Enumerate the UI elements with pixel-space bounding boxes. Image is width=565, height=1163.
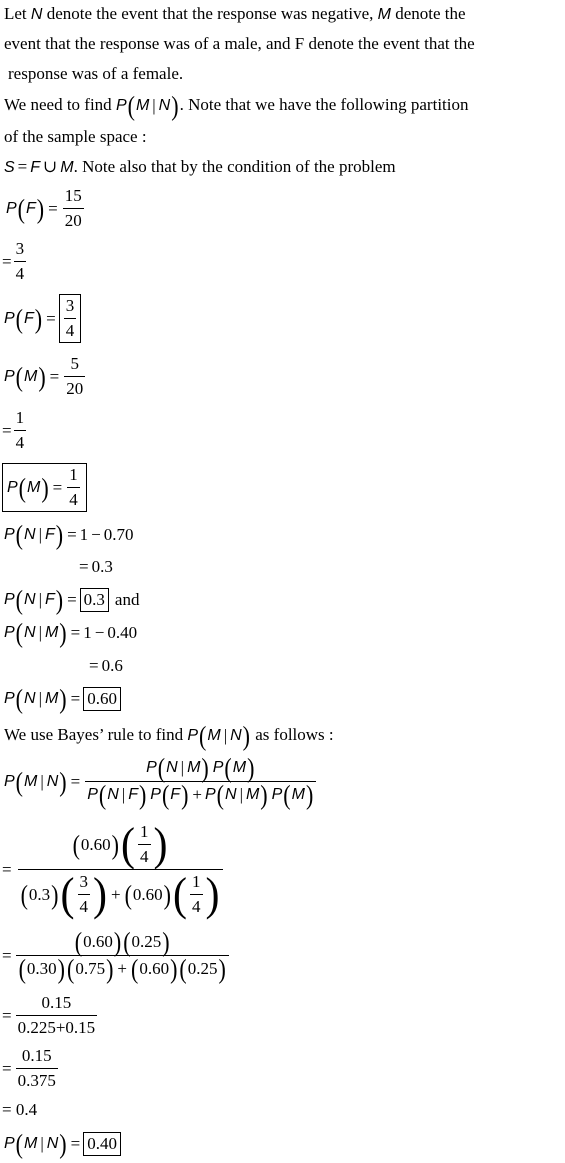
sym-eq: =	[70, 623, 81, 642]
text: as follows :	[251, 725, 334, 744]
sym-F: F	[44, 591, 55, 608]
target-expr	[115, 89, 180, 122]
sym-plus: +	[111, 884, 121, 904]
sym-minus: −	[91, 525, 101, 544]
paren: (	[224, 751, 232, 783]
numerator	[144, 751, 257, 783]
pm-equation	[4, 354, 87, 399]
sym-P: P	[4, 367, 15, 385]
numerator: 1	[140, 822, 149, 841]
fraction	[78, 872, 91, 917]
paren: (	[157, 751, 166, 783]
paren: )	[247, 751, 255, 783]
value-one: 1	[79, 525, 89, 544]
sym-P: P	[4, 690, 15, 707]
sym-F: F	[24, 309, 34, 327]
paren: (	[121, 819, 135, 870]
answer-box: 0.60	[83, 687, 121, 711]
paren: )	[205, 869, 220, 920]
bayes-step-5: = 0.4	[2, 1100, 38, 1119]
paren: )	[171, 89, 179, 122]
sym-N: N	[46, 1135, 59, 1152]
sym-minus: −	[94, 623, 105, 642]
fraction	[64, 354, 85, 399]
var-M: M	[377, 6, 391, 23]
value-one: 1	[83, 623, 92, 642]
denominator: 4	[138, 844, 151, 867]
text-and: and	[114, 590, 140, 609]
sym-P: P	[4, 591, 15, 608]
sym-eq: =	[70, 689, 81, 708]
paren: )	[305, 778, 314, 810]
sym-bar: |	[152, 96, 156, 116]
text: denote the	[390, 4, 466, 23]
sym-eq: =	[46, 308, 56, 328]
sym-N: N	[166, 759, 178, 776]
paren: (	[15, 583, 23, 615]
pnm-step	[86, 656, 123, 676]
paren: )	[153, 819, 168, 870]
value: 0.30	[26, 959, 57, 978]
paren: )	[59, 765, 67, 797]
sym-P: P	[4, 309, 15, 327]
sym-eq: =	[67, 590, 77, 609]
sym-P: P	[212, 759, 224, 776]
sym-P: P	[6, 199, 17, 217]
bayes-step-4	[2, 1046, 60, 1091]
denominator: 20	[63, 208, 84, 231]
paren: (	[20, 878, 28, 910]
fraction	[14, 408, 27, 453]
pm-result	[2, 463, 87, 512]
denominator: 4	[190, 894, 203, 917]
intro-line-5: of the sample space :	[4, 127, 147, 146]
paren: (	[199, 719, 207, 752]
paren: (	[131, 952, 139, 984]
paren: (	[173, 869, 187, 920]
paren: )	[51, 878, 59, 910]
numerator	[72, 925, 173, 957]
value: 0.60	[139, 959, 170, 978]
sym-eq: =	[67, 525, 77, 544]
numerator	[70, 819, 171, 870]
value: 0.60	[80, 834, 111, 854]
paren: )	[218, 952, 226, 984]
sym-F: F	[30, 159, 41, 176]
sym-M: M	[245, 786, 260, 803]
paren: (	[15, 360, 23, 392]
numerator: 0.15	[41, 993, 72, 1012]
sym-P: P	[271, 786, 283, 803]
sym-plus: +	[117, 959, 127, 978]
intro-line-1	[4, 4, 466, 25]
sym-bar: |	[121, 785, 126, 804]
paren: )	[181, 778, 189, 810]
sym-N: N	[24, 526, 36, 543]
bayes-step-3	[2, 993, 99, 1038]
paren: )	[111, 828, 119, 860]
paren: )	[36, 192, 45, 224]
paren: (	[15, 765, 23, 797]
sym-eq: =	[89, 656, 99, 675]
bayes-fraction	[85, 751, 316, 810]
fraction	[14, 239, 27, 284]
paren: (	[283, 778, 291, 810]
sym-F: F	[26, 199, 36, 217]
sym-bar: |	[38, 525, 42, 544]
bayes-formula	[4, 751, 318, 810]
sym-eq: =	[70, 1134, 81, 1153]
pf-equation	[6, 186, 86, 231]
sym-bar: |	[239, 785, 243, 804]
var-N: N	[30, 6, 43, 23]
sym-eq: =	[2, 251, 12, 271]
paren: (	[123, 925, 131, 957]
paren: (	[15, 616, 23, 648]
paren: )	[138, 778, 147, 810]
text: We use Bayes’ rule to find	[4, 725, 188, 744]
paren: )	[34, 302, 43, 334]
sym-eq: =	[17, 157, 28, 176]
intro-line-3: response was of a female.	[8, 64, 184, 83]
intro-line-6	[4, 157, 396, 178]
sym-eq: =	[49, 366, 60, 386]
sym-M: M	[24, 772, 38, 790]
sym-bar: |	[40, 1134, 44, 1153]
sym-M: M	[60, 159, 74, 176]
sym-eq: =	[2, 1005, 12, 1025]
paren: )	[260, 778, 268, 810]
fraction	[64, 296, 77, 341]
text: . Note also that by the condition of the problem	[73, 157, 396, 176]
text: Let	[4, 4, 31, 23]
pm-simplified	[2, 408, 28, 453]
sym-eq: =	[2, 945, 12, 965]
target-expr	[187, 719, 251, 752]
sym-N: N	[158, 97, 171, 115]
sym-M: M	[24, 1135, 38, 1152]
paren: )	[59, 616, 67, 648]
sym-S: S	[4, 159, 15, 176]
answer-box	[2, 463, 87, 512]
paren: (	[15, 1127, 23, 1159]
sym-P: P	[4, 624, 15, 641]
numerator: 3	[15, 239, 25, 258]
sym-P: P	[4, 1135, 15, 1152]
paren: (	[17, 192, 25, 224]
sym-bar: |	[223, 726, 228, 746]
sym-F: F	[128, 786, 138, 803]
numerator: 1	[192, 872, 201, 891]
sym-eq: =	[70, 771, 81, 791]
numerator: 1	[69, 465, 78, 484]
sym-M: M	[27, 478, 41, 496]
sym-P: P	[87, 786, 98, 803]
value: 0.60	[83, 932, 113, 951]
sym-eq: =	[48, 198, 58, 218]
text: We need to find	[4, 95, 116, 114]
paren: )	[93, 869, 107, 920]
sym-N: N	[230, 727, 242, 745]
paren: (	[124, 878, 132, 910]
sym-F: F	[170, 786, 181, 803]
answer-box: 0.40	[83, 1132, 121, 1156]
paren: )	[55, 583, 64, 615]
pnm-equation	[4, 616, 138, 648]
fraction	[16, 925, 229, 984]
sym-N: N	[24, 624, 36, 641]
value: 0.60	[132, 884, 163, 904]
answer-box: 0.3	[80, 588, 109, 612]
value: 0.25	[187, 959, 218, 978]
sym-M: M	[24, 367, 38, 385]
sym-N: N	[24, 591, 36, 608]
denominator	[16, 952, 229, 984]
pf-result	[4, 294, 81, 343]
value-rate: 0.70	[103, 525, 134, 544]
sym-bar: |	[40, 771, 44, 791]
sym-M: M	[232, 759, 247, 776]
sym-eq: =	[79, 557, 89, 576]
fraction	[63, 186, 84, 231]
denominator: 4	[64, 318, 77, 341]
paren: (	[15, 518, 23, 550]
paren: (	[18, 952, 26, 984]
bayes-step-1	[2, 819, 225, 920]
sym-bar: |	[38, 623, 42, 642]
value: 0.6	[101, 656, 123, 675]
fraction	[16, 993, 98, 1038]
paren: )	[162, 925, 170, 957]
numerator: 3	[65, 296, 75, 315]
paren: (	[161, 778, 170, 810]
sym-bar: |	[38, 689, 42, 708]
denominator	[18, 869, 223, 920]
paren: (	[179, 952, 187, 984]
sym-M: M	[207, 727, 221, 745]
value: 0.25	[131, 932, 162, 951]
paren: )	[38, 360, 46, 392]
sym-N: N	[24, 690, 36, 707]
text: . Note that we have the following partition	[179, 95, 469, 114]
sym-P: P	[146, 759, 157, 776]
sym-M: M	[44, 624, 59, 641]
numerator: 0.15	[21, 1046, 52, 1065]
sym-M: M	[44, 690, 59, 707]
bayes-step-2	[2, 925, 231, 984]
sym-P: P	[7, 478, 18, 496]
paren: (	[74, 925, 83, 957]
intro-line-2: event that the response was of a male, and F denote the event that the	[4, 34, 475, 53]
paren: (	[15, 682, 23, 714]
answer-box	[59, 294, 82, 343]
sym-P: P	[115, 97, 127, 115]
paren: )	[163, 878, 171, 910]
sym-union: ∪	[43, 157, 58, 176]
denominator	[85, 778, 316, 810]
sym-M: M	[291, 786, 305, 803]
sym-M: M	[187, 759, 201, 776]
intro-line-4	[4, 89, 469, 122]
paren: )	[41, 471, 49, 503]
paren: )	[55, 518, 64, 550]
denominator: 20	[64, 376, 85, 399]
paren: (	[60, 869, 75, 920]
sym-P: P	[4, 772, 15, 790]
pnf-step	[76, 557, 113, 577]
numerator: 15	[64, 186, 82, 205]
sym-plus: +	[192, 785, 202, 804]
paren: )	[170, 952, 178, 984]
value: 0.3	[28, 884, 51, 904]
fraction	[16, 1046, 58, 1091]
paren: )	[106, 952, 114, 984]
sym-P: P	[4, 526, 15, 543]
denominator: 0.375	[16, 1068, 58, 1091]
fraction	[190, 872, 203, 917]
pf-simplified	[2, 239, 28, 284]
value: 0.75	[75, 959, 106, 978]
paren: (	[127, 89, 135, 122]
paren: (	[216, 778, 224, 810]
pnm-result	[4, 682, 121, 714]
sym-N: N	[107, 786, 119, 803]
sym-M: M	[135, 97, 150, 115]
sym-N: N	[225, 786, 237, 803]
paren: (	[98, 778, 107, 810]
pnf-result	[4, 583, 140, 615]
denominator: 4	[14, 261, 27, 284]
fraction	[18, 819, 223, 920]
sym-eq: =	[52, 477, 63, 497]
pnf-equation	[4, 518, 134, 550]
paren: (	[18, 471, 26, 503]
sym-eq: =	[2, 420, 12, 440]
paren: )	[242, 719, 250, 752]
denominator: 0.225+0.15	[16, 1015, 98, 1038]
sym-P: P	[187, 727, 199, 745]
bayes-intro	[4, 719, 334, 752]
sym-eq: =	[2, 859, 12, 879]
value-rate: 0.40	[107, 623, 138, 642]
paren: (	[72, 828, 80, 860]
sym-eq: =	[2, 1058, 12, 1078]
sym-bar: |	[180, 758, 185, 777]
sym-P: P	[205, 786, 216, 803]
paren: (	[15, 302, 23, 334]
text: denote the event that the response was negative,	[42, 4, 378, 23]
sym-N: N	[46, 772, 59, 790]
value: 0.3	[91, 557, 113, 576]
paren: )	[57, 952, 65, 984]
sym-F: F	[44, 526, 55, 543]
denominator: 4	[14, 430, 27, 453]
paren: (	[67, 952, 75, 984]
denominator: 4	[67, 487, 80, 510]
paren: )	[113, 925, 122, 957]
fraction	[138, 822, 151, 867]
sym-bar: |	[38, 590, 42, 609]
sym-P: P	[150, 786, 161, 803]
fraction	[67, 465, 80, 510]
numerator: 5	[70, 354, 79, 373]
paren: )	[59, 682, 67, 714]
numerator: 3	[79, 872, 88, 891]
paren: )	[59, 1127, 67, 1159]
final-result	[4, 1127, 121, 1159]
denominator: 4	[78, 894, 91, 917]
numerator: 1	[15, 408, 25, 427]
paren: )	[201, 751, 209, 783]
